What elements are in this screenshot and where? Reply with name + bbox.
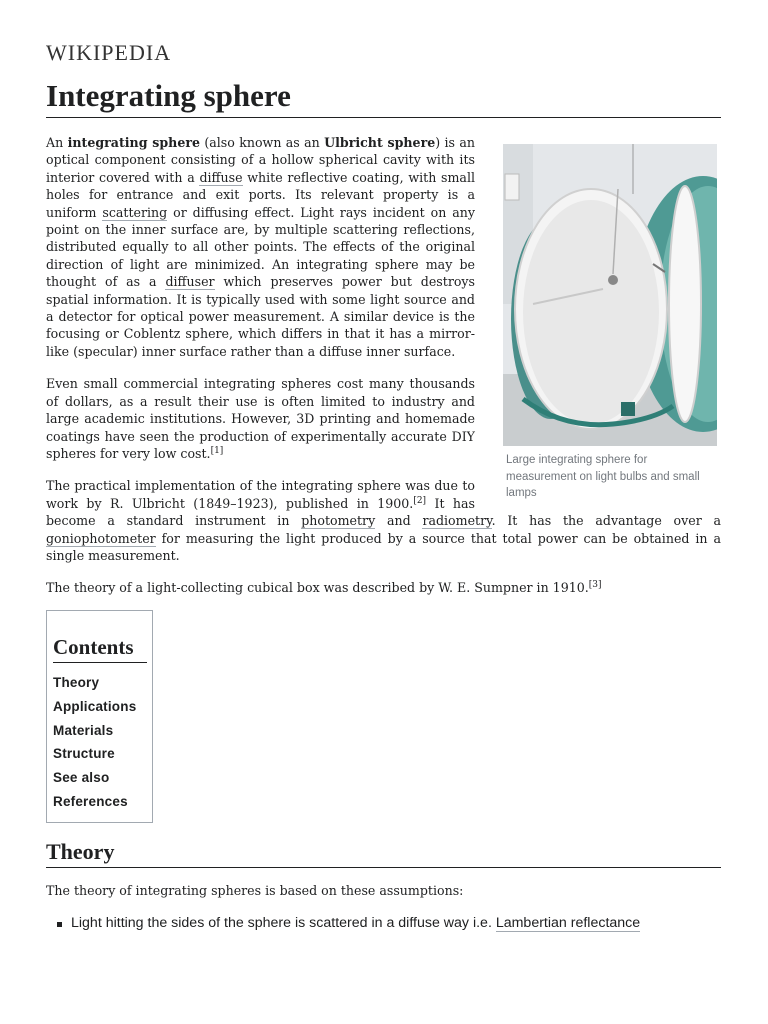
sphere-illustration [503, 144, 717, 446]
link-scattering[interactable]: scattering [102, 204, 168, 220]
table-of-contents [46, 610, 153, 823]
link-diffuser[interactable]: diffuser [165, 274, 215, 290]
article-body [46, 134, 721, 612]
figure-caption: Large integrating sphere for measurement on light bulbs and small lamps [506, 454, 700, 499]
toc-item-materials[interactable]: Materials [53, 722, 114, 738]
link-radiometry[interactable]: radiometry [422, 513, 492, 529]
lambertian-reflectance-link[interactable]: Lambertian reflectance [495, 915, 641, 931]
toc-title: Contents [53, 633, 147, 663]
toc-item-references[interactable]: References [53, 793, 128, 809]
link-goniophotometer[interactable]: goniophotometer [46, 530, 156, 546]
toc-item-structure[interactable]: Structure [53, 746, 115, 762]
citation-ref[interactable]: [1] [210, 445, 224, 456]
intro-paragraph-4: The theory of a light-collecting cubical box was described by W. E. Sumpner in 1910.[3] [46, 580, 602, 596]
intro-paragraph-1: An integrating sphere (also known as an Ulbricht sphere) is an optical component consisting of a hollow spherical cavity with its interior covered with a diffuse white reflective coating, with small holes for entrance and exit ports. Its relevant property is a uniform scattering or diffusing effect. Light rays incident on any point on the inner surface are, by multiple scattering reflections, distributed equally to all other points. The effects of the original direction of light are minimized. An integrating sphere may be thought of as a diffuser which preserves power but destroys spatial information. It is typically used with some light source and a detector for optical power measurement. A similar device is the focusing or Coblentz sphere, which differs in that it has a mirror-like (specular) inner surface rather than a diffuse inner surface. [46, 135, 476, 359]
toc-item-theory[interactable]: Theory [53, 675, 100, 690]
bullet-text: Light hitting the sides of the sphere is scattered in a diffuse way i.e. [71, 915, 496, 931]
page-title: Integrating sphere [46, 76, 721, 118]
toc-item-applications[interactable]: Applications [53, 698, 137, 714]
section-heading-theory: Theory [46, 838, 721, 868]
citation-ref[interactable]: [3] [588, 580, 602, 591]
link-diffuse[interactable]: diffuse [199, 169, 243, 185]
citation-ref[interactable]: [2] [413, 495, 427, 506]
assumptions-list [46, 913, 721, 934]
intro-paragraph-2: Even small commercial integrating spheres cost many thousands of dollars, as a result their use is often limited to industry and large academic institutions. However, 3D printing and homemade coatings have seen the production of experimentally accurate DIY spheres for very low cost.[1] [46, 376, 475, 461]
theory-intro: The theory of integrating spheres is based on these assumptions: [46, 883, 464, 898]
link-photometry[interactable]: photometry [301, 513, 376, 529]
bold-term: integrating sphere [67, 135, 200, 150]
intro-paragraph-3: The practical implementation of the integrating sphere was due to work by R. Ulbricht (1849–1923), published in 1900.[2] It has become a standard instrument in photometry and radiometry. It has the advantage over a goniophotometer for measuring the light produced by a source that total power can be obtained in a single measurement. [46, 478, 721, 563]
infobox-figure [503, 144, 721, 502]
integrating-sphere-photo[interactable] [503, 144, 717, 446]
bold-term: Ulbricht sphere [324, 135, 436, 150]
list-item [46, 913, 721, 934]
wikipedia-wordmark[interactable]: WIKIPEDIA [46, 40, 172, 65]
toc-item-see-also[interactable]: See also [53, 770, 110, 786]
